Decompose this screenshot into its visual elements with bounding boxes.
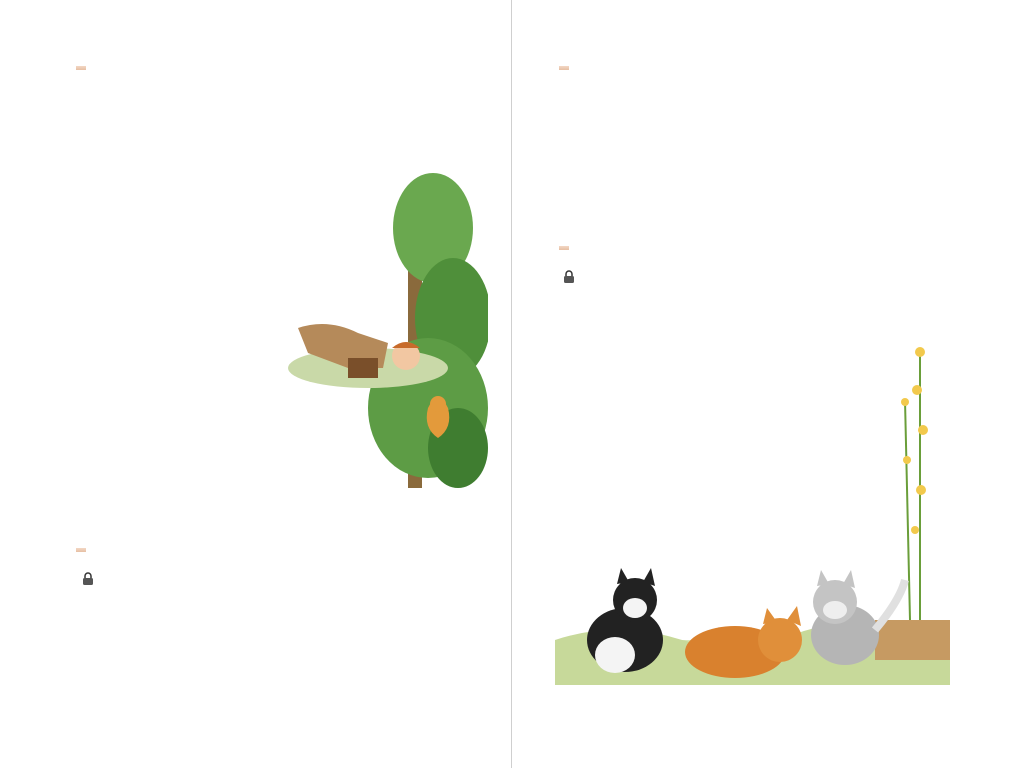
lock-icon: [82, 572, 94, 586]
exercise-label: [559, 246, 569, 250]
page-divider: [511, 0, 512, 768]
boy-and-cat-illustration: [288, 168, 488, 488]
exercise-label: [559, 66, 569, 70]
exercise-label: [76, 548, 86, 552]
exercise-label: [76, 66, 86, 70]
lock-icon: [563, 270, 575, 284]
kittens-illustration: [555, 560, 950, 685]
